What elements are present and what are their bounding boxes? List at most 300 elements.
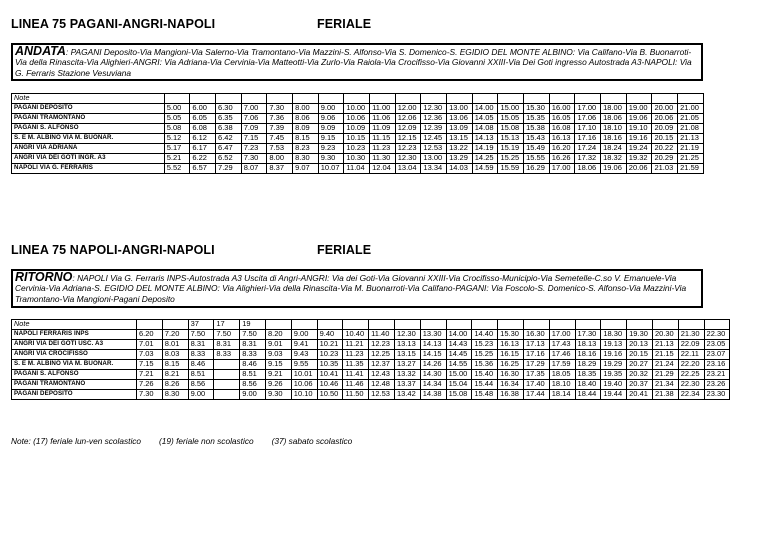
time-cell: 12.53 — [421, 144, 447, 154]
time-cell: 21.15 — [652, 350, 678, 360]
time-cell: 10.21 — [317, 340, 343, 350]
time-cell: 13.04 — [395, 164, 421, 174]
time-cell: 22.34 — [678, 390, 704, 400]
time-cell: 13.29 — [447, 154, 473, 164]
time-cell: 15.49 — [524, 144, 550, 154]
time-cell: 7.50 — [188, 330, 214, 340]
table-row — [12, 114, 704, 124]
note-cell: 19 — [240, 320, 266, 330]
note-cell — [318, 94, 344, 104]
time-cell: 15.25 — [472, 350, 498, 360]
note-cell — [164, 94, 190, 104]
time-cell: 8.46 — [240, 360, 266, 370]
time-cell: 14.05 — [472, 114, 498, 124]
time-cell: 15.38 — [524, 124, 550, 134]
time-cell: 9.30 — [265, 390, 291, 400]
ritorno-line-title: LINEA 75 NAPOLI-ANGRI-NAPOLI — [11, 243, 215, 257]
andata-route-box — [11, 43, 703, 81]
time-cell: 17.16 — [575, 134, 601, 144]
time-cell: 9.00 — [188, 390, 214, 400]
note-row — [12, 94, 704, 104]
time-cell: 21.13 — [678, 134, 704, 144]
time-cell: 8.31 — [214, 340, 240, 350]
time-cell: 9.41 — [291, 340, 317, 350]
stop-name: PAGANI S. ALFONSO — [12, 370, 137, 380]
note-label: Note — [12, 94, 165, 104]
time-cell: 14.13 — [472, 134, 498, 144]
time-cell: 5.08 — [164, 124, 190, 134]
time-cell: 18.35 — [575, 370, 601, 380]
time-cell: 20.41 — [627, 390, 653, 400]
time-cell: 11.09 — [370, 124, 396, 134]
table-row — [12, 164, 704, 174]
note-cell — [549, 94, 575, 104]
time-cell: 7.15 — [137, 360, 163, 370]
time-cell: 16.25 — [498, 360, 524, 370]
time-cell: 17.06 — [575, 114, 601, 124]
table-row — [12, 144, 704, 154]
time-cell: 17.00 — [549, 164, 575, 174]
time-cell: 7.36 — [267, 114, 293, 124]
time-cell: 17.30 — [575, 330, 601, 340]
note-cell — [627, 320, 653, 330]
stop-name: S. E M. ALBINO VIA M. BUONAR. — [12, 360, 137, 370]
time-cell: 18.13 — [575, 340, 601, 350]
time-cell: 9.26 — [265, 380, 291, 390]
time-cell: 7.53 — [267, 144, 293, 154]
time-cell: 15.08 — [446, 390, 472, 400]
time-cell: 7.30 — [267, 104, 293, 114]
time-cell: 12.25 — [369, 350, 395, 360]
time-cell: 8.00 — [267, 154, 293, 164]
time-cell: 16.05 — [549, 114, 575, 124]
note-cell — [317, 320, 343, 330]
time-cell: 17.10 — [575, 124, 601, 134]
time-cell — [214, 360, 240, 370]
time-cell: 9.03 — [265, 350, 291, 360]
time-cell: 23.26 — [704, 380, 730, 390]
time-cell: 6.52 — [216, 154, 242, 164]
time-cell: 19.16 — [601, 350, 627, 360]
time-cell: 14.08 — [472, 124, 498, 134]
time-cell — [214, 380, 240, 390]
time-cell: 18.44 — [575, 390, 601, 400]
time-cell: 8.33 — [188, 350, 214, 360]
time-cell: 15.00 — [446, 370, 472, 380]
time-cell: 16.00 — [549, 104, 575, 114]
time-cell: 6.42 — [216, 134, 242, 144]
time-cell: 19.00 — [626, 104, 652, 114]
ritorno-route-text: : NAPOLI Via G. Ferraris INPS-Autostrada A3 Uscita di Angri-ANGRI: Via dei Goti-Via Giovanni XXIII-Via Crocifisso-Municipio-Via Semetelle-C.so V. Emanuele-Via Cervinia-Via Adriana-S. EGIDIO DEL MONTE ALBINO: Via Alighieri-Via della Rinascita-Via M. Buonarroti-Via Califano-PAGANI: Via Foscolo-S. Domenico-S. Alfonso-Via Mazzini-Via Tramontano-Via Mangioni-Pagani Deposito — [15, 273, 687, 304]
time-cell: 14.13 — [420, 340, 446, 350]
time-cell: 21.03 — [652, 164, 678, 174]
time-cell: 14.38 — [420, 390, 446, 400]
time-cell: 11.41 — [343, 370, 369, 380]
time-cell: 15.04 — [446, 380, 472, 390]
time-cell: 18.05 — [549, 370, 575, 380]
time-cell: 7.45 — [267, 134, 293, 144]
time-cell: 16.13 — [498, 340, 524, 350]
time-cell: 16.29 — [524, 164, 550, 174]
note-cell — [523, 320, 549, 330]
time-cell: 19.35 — [601, 370, 627, 380]
time-cell: 8.30 — [293, 154, 319, 164]
time-cell: 21.13 — [652, 340, 678, 350]
time-cell: 10.01 — [291, 370, 317, 380]
note-cell — [344, 94, 370, 104]
time-cell: 6.00 — [190, 104, 216, 114]
time-cell: 8.30 — [162, 390, 188, 400]
time-cell: 20.13 — [627, 340, 653, 350]
note-cell — [267, 94, 293, 104]
time-cell: 12.00 — [395, 104, 421, 114]
time-cell: 21.30 — [678, 330, 704, 340]
time-cell: 10.46 — [317, 380, 343, 390]
time-cell: 12.48 — [369, 380, 395, 390]
time-cell: 21.29 — [652, 370, 678, 380]
time-cell — [214, 390, 240, 400]
time-cell: 7.03 — [137, 350, 163, 360]
table-row — [12, 134, 704, 144]
time-cell: 16.34 — [498, 380, 524, 390]
time-cell: 13.15 — [394, 350, 420, 360]
note-cell — [678, 94, 704, 104]
time-cell: 15.05 — [498, 114, 524, 124]
table-row — [12, 350, 730, 360]
time-cell: 10.07 — [318, 164, 344, 174]
note-cell — [678, 320, 704, 330]
time-cell: 6.30 — [216, 104, 242, 114]
time-cell: 9.21 — [265, 370, 291, 380]
time-cell: 18.10 — [601, 124, 627, 134]
time-cell: 21.38 — [652, 390, 678, 400]
time-cell: 19.06 — [626, 114, 652, 124]
ritorno-route-heading: RITORNO — [15, 270, 73, 284]
time-cell: 15.08 — [498, 124, 524, 134]
time-cell: 8.06 — [293, 114, 319, 124]
note-cell — [575, 320, 601, 330]
time-cell: 10.50 — [317, 390, 343, 400]
time-cell: 8.23 — [293, 144, 319, 154]
note-cell — [652, 94, 678, 104]
time-cell: 23.30 — [704, 390, 730, 400]
time-cell: 8.00 — [293, 104, 319, 114]
table-row — [12, 330, 730, 340]
time-cell: 19.40 — [601, 380, 627, 390]
time-cell: 14.19 — [472, 144, 498, 154]
ritorno-day-type: FERIALE — [317, 243, 372, 257]
time-cell: 13.27 — [394, 360, 420, 370]
time-cell: 12.45 — [421, 134, 447, 144]
time-cell: 9.43 — [291, 350, 317, 360]
time-cell: 21.59 — [678, 164, 704, 174]
note-cell — [472, 94, 498, 104]
time-cell: 8.07 — [241, 164, 267, 174]
ritorno-timetable — [11, 319, 730, 400]
time-cell: 9.00 — [318, 104, 344, 114]
time-cell: 16.20 — [549, 144, 575, 154]
table-row — [12, 340, 730, 350]
time-cell: 12.30 — [421, 104, 447, 114]
time-cell: 9.06 — [318, 114, 344, 124]
time-cell: 9.00 — [291, 330, 317, 340]
time-cell: 19.16 — [626, 134, 652, 144]
time-cell: 19.30 — [627, 330, 653, 340]
time-cell: 10.10 — [291, 390, 317, 400]
note-cell — [421, 94, 447, 104]
time-cell: 20.37 — [627, 380, 653, 390]
time-cell: 14.25 — [472, 154, 498, 164]
time-cell — [214, 370, 240, 380]
time-cell: 6.35 — [216, 114, 242, 124]
time-cell: 17.46 — [549, 350, 575, 360]
time-cell: 11.21 — [343, 340, 369, 350]
time-cell: 12.30 — [395, 154, 421, 164]
time-cell: 9.15 — [265, 360, 291, 370]
time-cell: 12.53 — [369, 390, 395, 400]
time-cell: 12.43 — [369, 370, 395, 380]
note-cell — [601, 320, 627, 330]
note-cell — [601, 94, 627, 104]
time-cell: 11.04 — [344, 164, 370, 174]
time-cell: 19.32 — [626, 154, 652, 164]
notes-legend — [11, 436, 370, 446]
time-cell: 13.15 — [447, 134, 473, 144]
stop-name: ANGRI VIA CROCIFISSO — [12, 350, 137, 360]
time-cell: 23.21 — [704, 370, 730, 380]
time-cell: 11.40 — [369, 330, 395, 340]
time-cell: 14.26 — [420, 360, 446, 370]
time-cell: 23.07 — [704, 350, 730, 360]
andata-route-text: : PAGANI Deposito-Via Mangioni-Via Salerno-Via Tramontano-Via Mazzini-S. Alfonso-Via S. Domenico-S. EGIDIO DEL MONTE ALBINO: Via Califano-Via B. Buonarroti-Via della Rinascita-Via Alighieri-ANGRI: Via Adriana-Via Cervinia-Via Matteotti-Via Zurlo-Via Raiola-Via Crocifisso-Via Giovanni XXIII-Via Dei Goti ingresso Autostrada A3-NAPOLI: Via G. Ferraris Stazione Vesuviana — [15, 47, 692, 78]
time-cell: 10.06 — [291, 380, 317, 390]
andata-day-type: FERIALE — [317, 17, 372, 31]
time-cell: 17.35 — [523, 370, 549, 380]
time-cell: 15.19 — [498, 144, 524, 154]
time-cell: 14.00 — [446, 330, 472, 340]
time-cell: 8.51 — [188, 370, 214, 380]
stop-name: ANGRI VIA DEI GOTI USC. A3 — [12, 340, 137, 350]
time-cell: 23.16 — [704, 360, 730, 370]
time-cell: 13.42 — [394, 390, 420, 400]
time-cell: 17.59 — [549, 360, 575, 370]
time-cell: 16.30 — [523, 330, 549, 340]
note-cell — [472, 320, 498, 330]
time-cell: 10.00 — [344, 104, 370, 114]
time-cell: 6.08 — [190, 124, 216, 134]
time-cell: 6.38 — [216, 124, 242, 134]
ritorno-route-box — [11, 269, 703, 308]
time-cell: 9.55 — [291, 360, 317, 370]
time-cell: 7.20 — [162, 330, 188, 340]
time-cell: 22.20 — [678, 360, 704, 370]
table-row — [12, 370, 730, 380]
stop-name: ANGRI VIA ADRIANA — [12, 144, 165, 154]
note-cell — [549, 320, 575, 330]
time-cell: 8.15 — [293, 134, 319, 144]
time-cell: 18.00 — [601, 104, 627, 114]
time-cell: 9.07 — [293, 164, 319, 174]
time-cell: 18.16 — [575, 350, 601, 360]
time-cell: 13.22 — [447, 144, 473, 154]
table-row — [12, 380, 730, 390]
time-cell: 8.09 — [293, 124, 319, 134]
time-cell: 9.23 — [318, 144, 344, 154]
time-cell: 8.20 — [265, 330, 291, 340]
time-cell: 17.00 — [575, 104, 601, 114]
time-cell: 16.15 — [498, 350, 524, 360]
time-cell: 15.55 — [524, 154, 550, 164]
stop-name: ANGRI VIA DEI GOTI INGR. A3 — [12, 154, 165, 164]
andata-timetable — [11, 93, 704, 174]
note-cell — [575, 94, 601, 104]
time-cell: 17.00 — [549, 330, 575, 340]
time-cell: 10.35 — [317, 360, 343, 370]
time-cell: 20.29 — [652, 154, 678, 164]
time-cell: 7.23 — [241, 144, 267, 154]
time-cell: 10.30 — [344, 154, 370, 164]
time-cell: 10.06 — [344, 114, 370, 124]
time-cell: 13.37 — [394, 380, 420, 390]
time-cell: 20.15 — [652, 134, 678, 144]
time-cell: 15.36 — [472, 360, 498, 370]
time-cell: 8.03 — [162, 350, 188, 360]
time-cell: 6.12 — [190, 134, 216, 144]
time-cell: 7.50 — [214, 330, 240, 340]
time-cell: 7.15 — [241, 134, 267, 144]
table-row — [12, 360, 730, 370]
time-cell: 13.00 — [447, 104, 473, 114]
time-cell: 14.45 — [446, 350, 472, 360]
time-cell: 7.50 — [240, 330, 266, 340]
time-cell: 8.15 — [162, 360, 188, 370]
time-cell: 19.10 — [626, 124, 652, 134]
time-cell: 10.09 — [344, 124, 370, 134]
legend-note-37: (37) sabato scolastico — [271, 436, 353, 446]
time-cell: 5.12 — [164, 134, 190, 144]
time-cell: 22.30 — [704, 330, 730, 340]
note-cell — [293, 94, 319, 104]
time-cell: 19.24 — [626, 144, 652, 154]
time-cell: 12.30 — [394, 330, 420, 340]
time-cell: 18.32 — [601, 154, 627, 164]
time-cell: 6.05 — [190, 114, 216, 124]
time-cell: 11.06 — [370, 114, 396, 124]
time-cell: 23.05 — [704, 340, 730, 350]
time-cell: 14.15 — [420, 350, 446, 360]
table-row — [12, 154, 704, 164]
note-cell — [394, 320, 420, 330]
time-cell: 17.32 — [575, 154, 601, 164]
time-cell: 15.25 — [498, 154, 524, 164]
time-cell: 10.40 — [343, 330, 369, 340]
time-cell: 8.31 — [188, 340, 214, 350]
time-cell: 8.01 — [162, 340, 188, 350]
time-cell: 15.44 — [472, 380, 498, 390]
time-cell: 15.43 — [524, 134, 550, 144]
note-cell — [447, 94, 473, 104]
stop-name: PAGANI TRAMONTANO — [12, 380, 137, 390]
time-cell: 18.30 — [601, 330, 627, 340]
time-cell: 8.56 — [240, 380, 266, 390]
time-cell: 14.59 — [472, 164, 498, 174]
time-cell: 14.30 — [420, 370, 446, 380]
time-cell: 14.55 — [446, 360, 472, 370]
note-cell — [241, 94, 267, 104]
note-cell — [395, 94, 421, 104]
time-cell: 21.19 — [678, 144, 704, 154]
time-cell: 12.04 — [370, 164, 396, 174]
time-cell: 17.13 — [523, 340, 549, 350]
time-cell: 7.01 — [137, 340, 163, 350]
note-cell — [446, 320, 472, 330]
time-cell: 12.23 — [369, 340, 395, 350]
time-cell: 5.00 — [164, 104, 190, 114]
time-cell: 15.48 — [472, 390, 498, 400]
time-cell: 13.34 — [421, 164, 447, 174]
time-cell: 12.15 — [395, 134, 421, 144]
note-cell — [704, 320, 730, 330]
time-cell: 8.33 — [214, 350, 240, 360]
time-cell: 9.09 — [318, 124, 344, 134]
time-cell: 7.06 — [241, 114, 267, 124]
note-cell: 17 — [214, 320, 240, 330]
time-cell: 16.30 — [498, 370, 524, 380]
time-cell: 14.00 — [472, 104, 498, 114]
time-cell: 17.24 — [575, 144, 601, 154]
time-cell: 15.59 — [498, 164, 524, 174]
time-cell: 5.52 — [164, 164, 190, 174]
time-cell: 20.27 — [627, 360, 653, 370]
note-row — [12, 320, 730, 330]
legend-note-19: (19) feriale non scolastico — [159, 436, 254, 446]
time-cell: 15.30 — [498, 330, 524, 340]
time-cell: 10.15 — [344, 134, 370, 144]
time-cell: 21.25 — [678, 154, 704, 164]
time-cell: 19.06 — [601, 164, 627, 174]
time-cell: 22.09 — [678, 340, 704, 350]
time-cell: 6.22 — [190, 154, 216, 164]
note-cell — [291, 320, 317, 330]
note-cell — [420, 320, 446, 330]
time-cell: 8.37 — [267, 164, 293, 174]
time-cell: 5.17 — [164, 144, 190, 154]
time-cell: 8.21 — [162, 370, 188, 380]
time-cell: 22.25 — [678, 370, 704, 380]
time-cell: 8.56 — [188, 380, 214, 390]
time-cell: 16.13 — [549, 134, 575, 144]
note-cell — [498, 94, 524, 104]
time-cell: 22.30 — [678, 380, 704, 390]
note-cell — [162, 320, 188, 330]
time-cell: 9.01 — [265, 340, 291, 350]
time-cell: 6.20 — [137, 330, 163, 340]
time-cell: 6.17 — [190, 144, 216, 154]
time-cell: 18.29 — [575, 360, 601, 370]
time-cell: 11.00 — [370, 104, 396, 114]
time-cell: 7.30 — [137, 390, 163, 400]
time-cell: 18.06 — [601, 114, 627, 124]
time-cell: 9.15 — [318, 134, 344, 144]
time-cell: 19.44 — [601, 390, 627, 400]
andata-route-heading: ANDATA — [15, 44, 66, 58]
note-cell — [626, 94, 652, 104]
andata-line-title: LINEA 75 PAGANI-ANGRI-NAPOLI — [11, 17, 216, 31]
time-cell: 12.37 — [369, 360, 395, 370]
time-cell: 21.34 — [652, 380, 678, 390]
time-cell: 5.21 — [164, 154, 190, 164]
table-row — [12, 104, 704, 114]
